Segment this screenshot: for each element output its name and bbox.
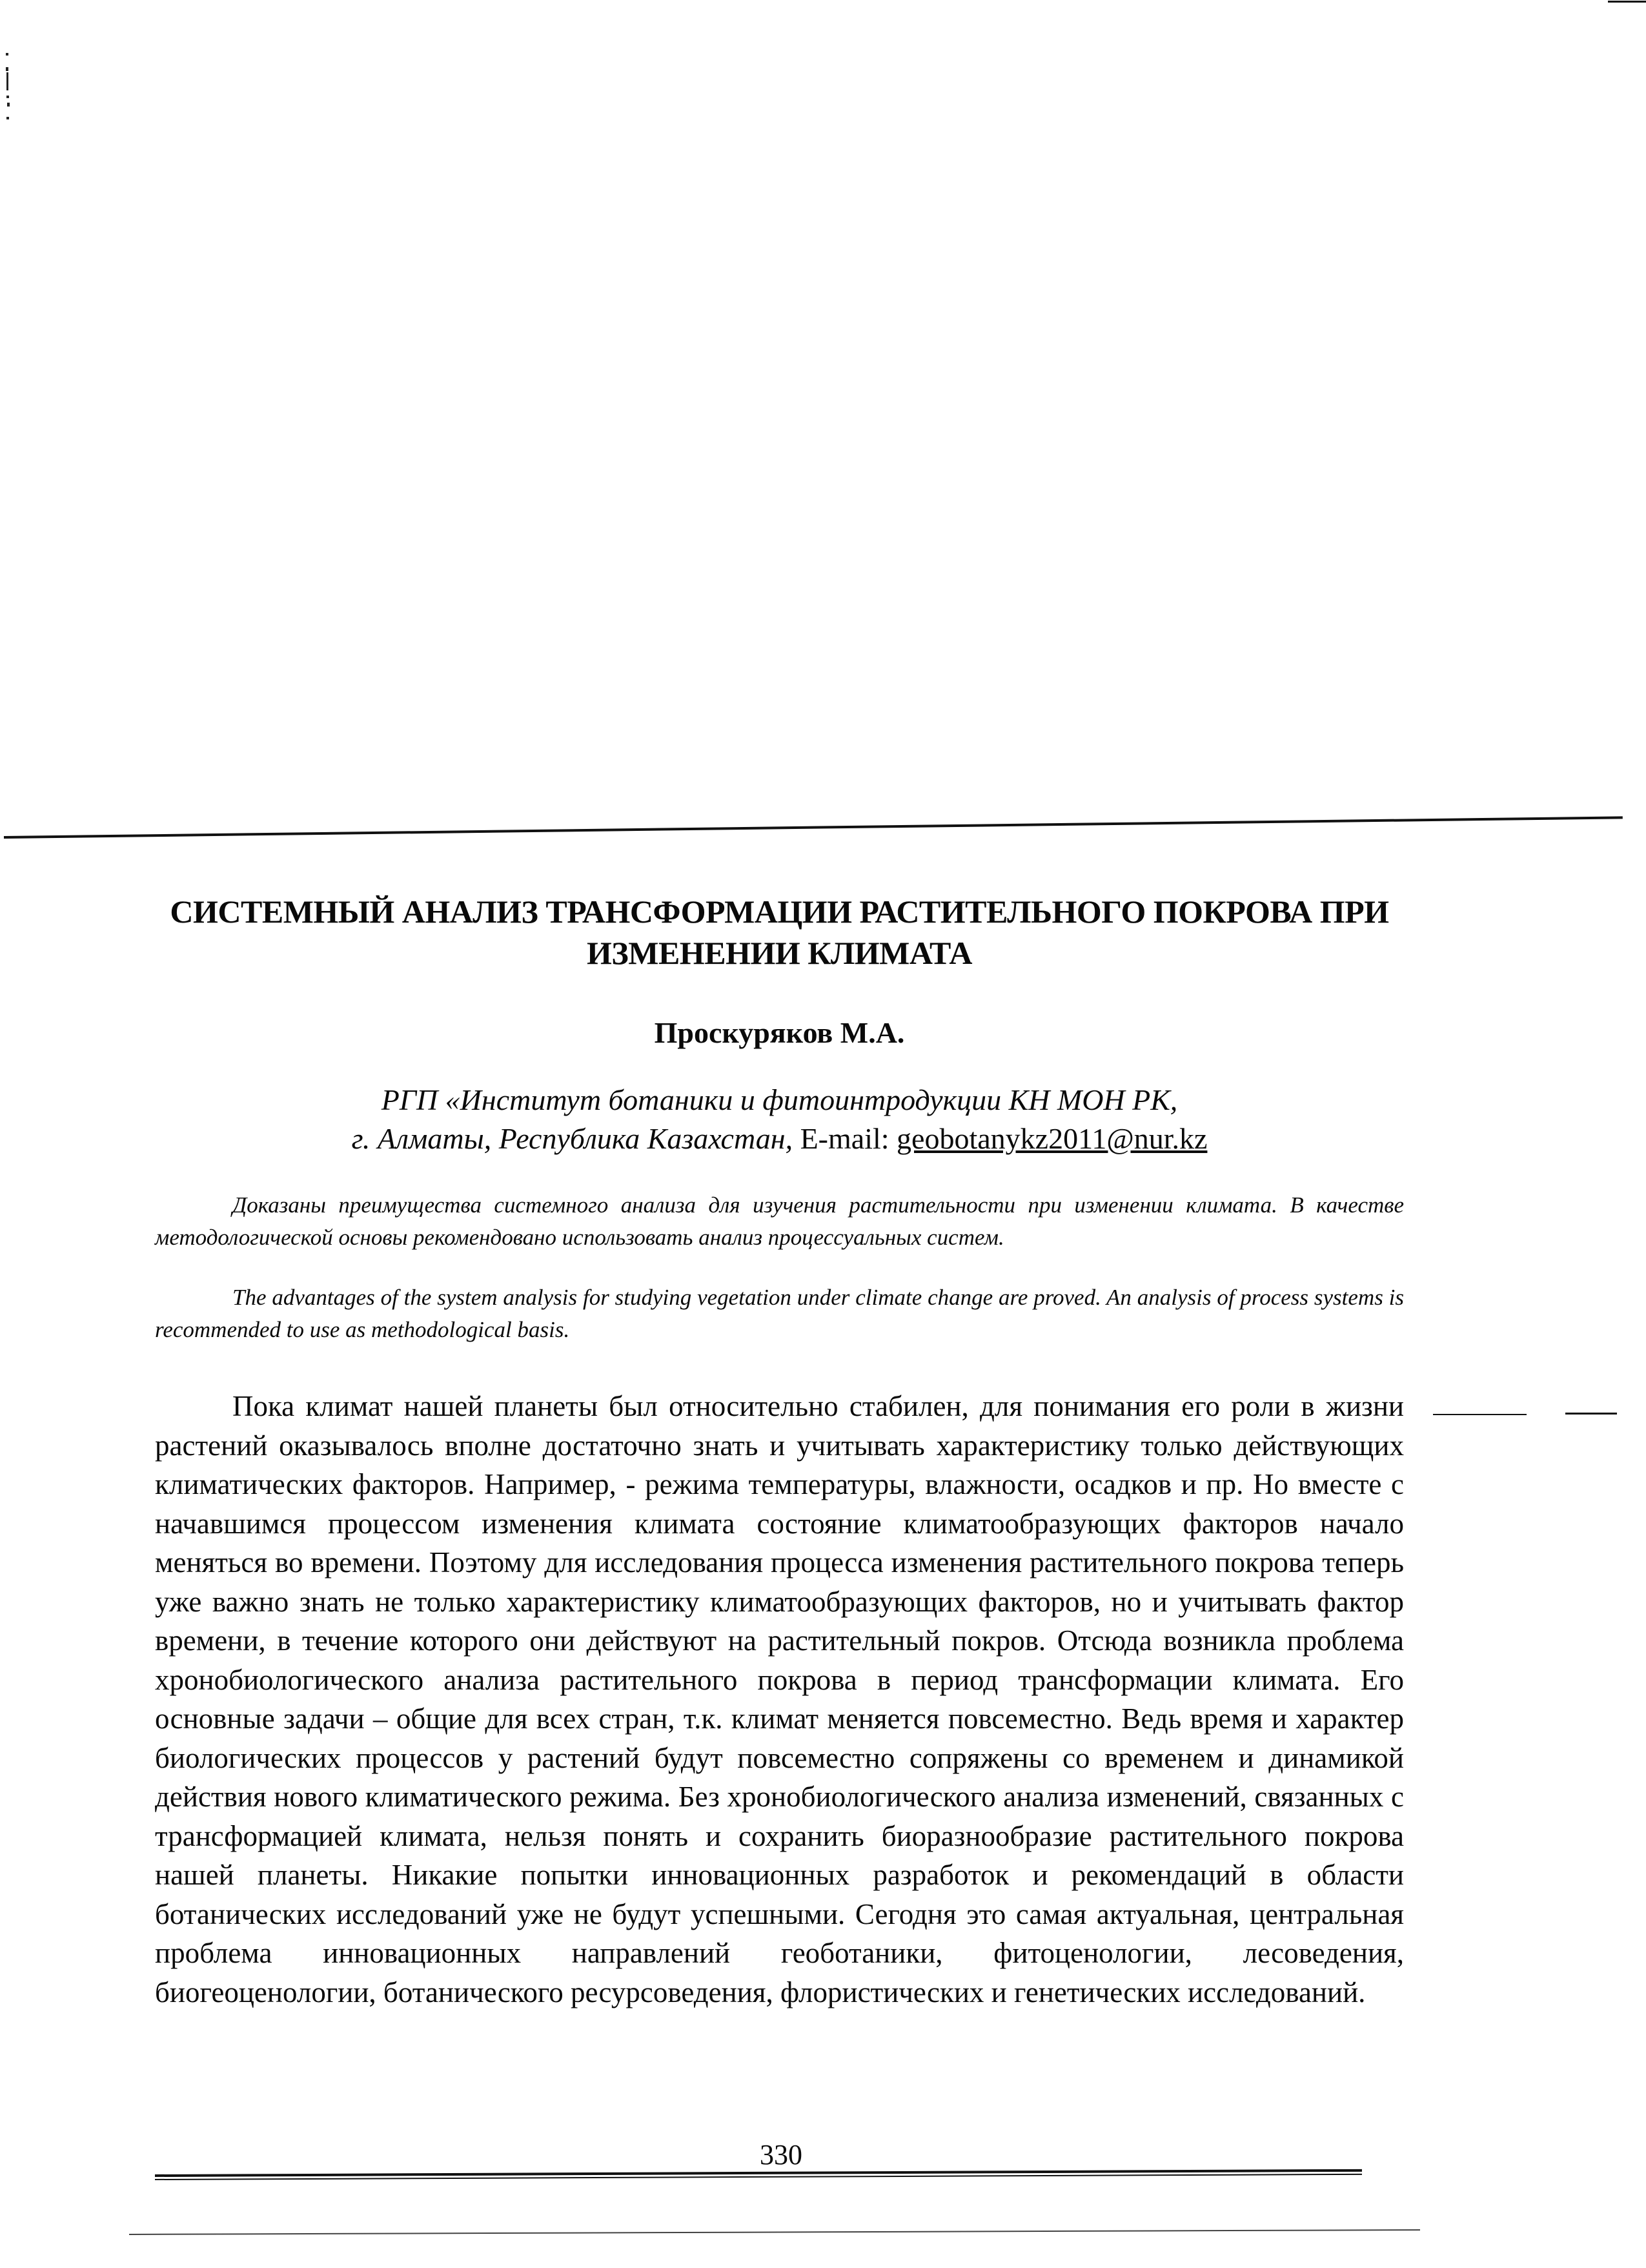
abstract-ru-text: Доказаны преимущества системного анализа для изучения растительности при изменении климата. В качестве методологической основы рекомендовано использовать анализ процессуальных систем. [155,1192,1404,1250]
scan-artifact-left [6,67,8,71]
top-separator-rule [4,816,1623,839]
abstract-en-text: The advantages of the system analysis for studying vegetation under climate change are proved. An analysis of process systems is recommended to use as methodological basis. [155,1285,1404,1342]
body-paragraph: Пока климат нашей планеты был относительно стабилен, для понимания его роли в жизни растений оказывалось вполне достаточно знать и учитывать характеристику только действующих климатических факторов. Например, - режима температуры, влажности, осадков и пр. Но вместе с начавшимся процессом изменения климата состояние климатообразующих факторов начало меняться во времени. Поэтому для исследования процесса изменения растительного покрова теперь уже важно знать не только характеристику климатообразующих факторов, но и учитывать фактор времени, в течение которого они действуют на растительный покров. Отсюда возникла проблема хронобиологического анализа растительного покрова в период трансформации климата. Его основные задачи – общие для всех стран, т.к. климат меняется повсеместно. Ведь время и характер биологических процессов у растений будут повсеместно сопряжены со временем и динамикой действия нового климатического режима. Без хронобиологического анализа изменений, связанных с трансформацией климата, нельзя понять и сохранить биоразнообразие растительного покрова нашей планеты. Никакие попытки инновационных разработок и рекомендаций в области ботанических исследований уже не будут успешными. Сегодня это самая актуальная, центральная проблема инновационных направлений геоботаники, фитоценологии, лесоведения, биогеоценологии, ботанического ресурсоведения, флористических и генетических исследований. [155,1390,1404,2008]
scan-artifact-top-right [1608,1,1646,3]
page-number: 330 [760,2139,802,2171]
email-label: E-mail: [800,1122,889,1155]
scan-artifact-left [7,103,10,107]
affiliation-city: г. Алматы, Республика Казахстан, [351,1122,793,1155]
affiliation [155,1081,1404,1158]
scan-artifact-left [6,53,8,56]
article-title [155,891,1404,974]
body-text [155,1387,1404,2012]
abstract-russian [155,1189,1404,1254]
scan-artifact-left [6,117,9,119]
scan-artifact-left [6,72,8,90]
scan-artifact-left [6,96,9,98]
email-link[interactable]: geobotanykz2011@nur.kz [897,1122,1208,1155]
title-line-1: СИСТЕМНЫЙ АНАЛИЗ ТРАНСФОРМАЦИИ РАСТИТЕЛЬНОГО ПОКРОВА ПРИ [170,894,1389,930]
affiliation-location-line [155,1119,1404,1158]
affiliation-institute: РГП «Институт ботаники и фитоинтродукции КН МОН РК, [381,1083,1178,1116]
margin-mark [1565,1413,1617,1415]
title-line-2: ИЗМЕНЕНИИ КЛИМАТА [586,935,973,971]
abstract-english [155,1282,1404,1346]
author-name: Проскуряков М.А. [654,1016,905,1049]
scan-artifact-bottom-line [129,2229,1420,2235]
margin-mark [1433,1414,1527,1415]
